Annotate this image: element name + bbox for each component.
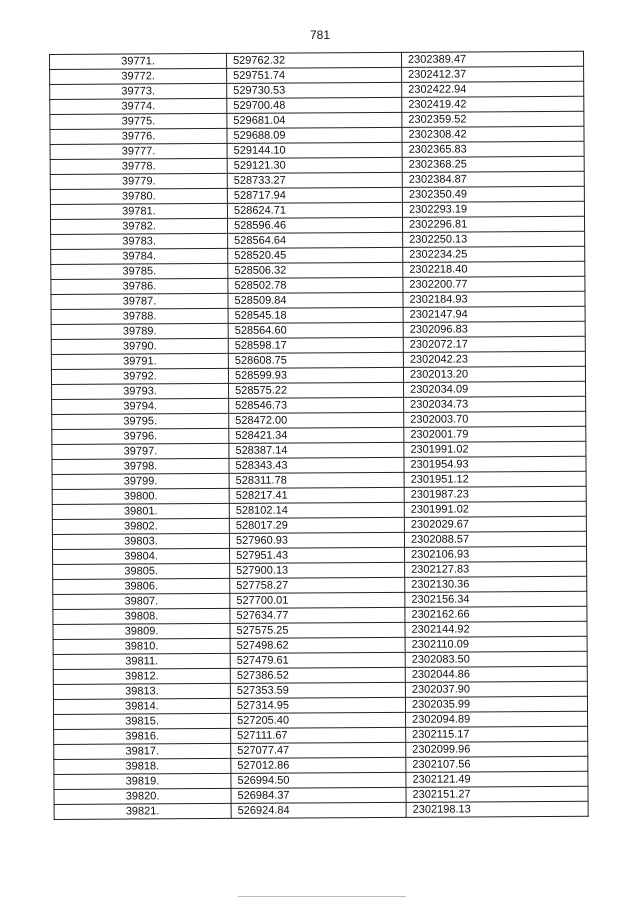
- point-id-cell: 39780.: [50, 188, 227, 204]
- point-id-cell: 39784.: [51, 248, 228, 264]
- page-number: 781: [309, 28, 331, 42]
- y-coordinate-cell: 2302034.73: [404, 396, 586, 412]
- y-coordinate-cell: 2302094.89: [406, 711, 588, 727]
- x-coordinate-cell: 528017.29: [229, 517, 404, 533]
- x-coordinate-cell: 529688.09: [227, 127, 402, 143]
- point-id-cell: 39781.: [50, 203, 227, 219]
- y-coordinate-cell: 2302115.17: [406, 726, 588, 742]
- x-coordinate-cell: 527111.67: [231, 727, 406, 743]
- point-id-cell: 39808.: [53, 608, 230, 624]
- coordinates-table: [49, 51, 589, 820]
- x-coordinate-cell: 528717.94: [227, 187, 402, 203]
- y-coordinate-cell: 2302350.49: [402, 186, 584, 202]
- x-coordinate-cell: 527386.52: [230, 667, 405, 683]
- x-coordinate-cell: 527479.61: [230, 652, 405, 668]
- y-coordinate-cell: 2302384.87: [402, 171, 584, 187]
- x-coordinate-cell: 528311.78: [229, 472, 404, 488]
- x-coordinate-cell: 528509.84: [228, 292, 403, 308]
- point-id-cell: 39799.: [52, 473, 229, 489]
- y-coordinate-cell: 2302218.40: [403, 261, 585, 277]
- x-coordinate-cell: 528472.00: [229, 412, 404, 428]
- x-coordinate-cell: 528608.75: [228, 352, 403, 368]
- y-coordinate-cell: 2302110.09: [405, 636, 587, 652]
- point-id-cell: 39792.: [51, 368, 228, 384]
- point-id-cell: 39812.: [53, 668, 230, 684]
- point-id-cell: 39817.: [54, 743, 231, 759]
- x-coordinate-cell: 529144.10: [227, 142, 402, 158]
- x-coordinate-cell: 528564.60: [228, 322, 403, 338]
- coordinates-table-body: [50, 51, 589, 819]
- y-coordinate-cell: 2302368.25: [402, 156, 584, 172]
- point-id-cell: 39811.: [53, 653, 230, 669]
- point-id-cell: 39790.: [51, 338, 228, 354]
- x-coordinate-cell: 529762.32: [226, 52, 401, 68]
- y-coordinate-cell: 2302389.47: [401, 51, 583, 67]
- point-id-cell: 39819.: [54, 773, 231, 789]
- point-id-cell: 39809.: [53, 623, 230, 639]
- y-coordinate-cell: 2302099.96: [406, 741, 588, 757]
- y-coordinate-cell: 2302162.66: [405, 606, 587, 622]
- point-id-cell: 39796.: [52, 428, 229, 444]
- point-id-cell: 39782.: [51, 218, 228, 234]
- y-coordinate-cell: 2302419.42: [402, 96, 584, 112]
- point-id-cell: 39800.: [52, 488, 229, 504]
- x-coordinate-cell: 528564.64: [228, 232, 403, 248]
- x-coordinate-cell: 526994.50: [231, 772, 406, 788]
- x-coordinate-cell: 528733.27: [227, 172, 402, 188]
- point-id-cell: 39813.: [53, 683, 230, 699]
- x-coordinate-cell: 527353.59: [230, 682, 405, 698]
- point-id-cell: 39789.: [51, 323, 228, 339]
- y-coordinate-cell: 2301951.12: [404, 471, 586, 487]
- x-coordinate-cell: 528502.78: [228, 277, 403, 293]
- y-coordinate-cell: 2302029.67: [404, 516, 586, 532]
- y-coordinate-cell: 2301954.93: [404, 456, 586, 472]
- point-id-cell: 39778.: [50, 158, 227, 174]
- point-id-cell: 39786.: [51, 278, 228, 294]
- x-coordinate-cell: 529681.04: [227, 112, 402, 128]
- point-id-cell: 39801.: [52, 503, 229, 519]
- point-id-cell: 39794.: [52, 398, 229, 414]
- x-coordinate-cell: 528624.71: [227, 202, 402, 218]
- y-coordinate-cell: 2301991.02: [404, 441, 586, 457]
- x-coordinate-cell: 527012.86: [231, 757, 406, 773]
- point-id-cell: 39773.: [50, 83, 227, 99]
- point-id-cell: 39804.: [53, 548, 230, 564]
- y-coordinate-cell: 2302127.83: [405, 561, 587, 577]
- x-coordinate-cell: 529730.53: [227, 82, 402, 98]
- x-coordinate-cell: 528598.17: [228, 337, 403, 353]
- point-id-cell: 39774.: [50, 98, 227, 114]
- x-coordinate-cell: 527900.13: [230, 562, 405, 578]
- x-coordinate-cell: 528545.18: [228, 307, 403, 323]
- y-coordinate-cell: 2302003.70: [404, 411, 586, 427]
- point-id-cell: 39795.: [52, 413, 229, 429]
- point-id-cell: 39775.: [50, 113, 227, 129]
- point-id-cell: 39791.: [51, 353, 228, 369]
- point-id-cell: 39772.: [50, 68, 227, 84]
- y-coordinate-cell: 2302422.94: [402, 81, 584, 97]
- x-coordinate-cell: 527205.40: [231, 712, 406, 728]
- point-id-cell: 39818.: [54, 758, 231, 774]
- x-coordinate-cell: 527575.25: [230, 622, 405, 638]
- table-row: [54, 801, 588, 819]
- y-coordinate-cell: 2302147.94: [403, 306, 585, 322]
- point-id-cell: 39787.: [51, 293, 228, 309]
- y-coordinate-cell: 2302001.79: [404, 426, 586, 442]
- y-coordinate-cell: 2302250.13: [403, 231, 585, 247]
- point-id-cell: 39771.: [50, 53, 227, 69]
- point-id-cell: 39785.: [51, 263, 228, 279]
- y-coordinate-cell: 2302234.25: [403, 246, 585, 262]
- point-id-cell: 39816.: [54, 728, 231, 744]
- x-coordinate-cell: 528217.41: [229, 487, 404, 503]
- y-coordinate-cell: 2302083.50: [405, 651, 587, 667]
- point-id-cell: 39779.: [50, 173, 227, 189]
- x-coordinate-cell: 527758.27: [230, 577, 405, 593]
- y-coordinate-cell: 2302296.81: [403, 216, 585, 232]
- x-coordinate-cell: 528599.93: [228, 367, 403, 383]
- point-id-cell: 39821.: [54, 803, 231, 819]
- y-coordinate-cell: 2302156.34: [405, 591, 587, 607]
- x-coordinate-cell: 528343.43: [229, 457, 404, 473]
- x-coordinate-cell: 527700.01: [230, 592, 405, 608]
- y-coordinate-cell: 2302121.49: [406, 771, 588, 787]
- y-coordinate-cell: 2302308.42: [402, 126, 584, 142]
- point-id-cell: 39815.: [54, 713, 231, 729]
- x-coordinate-cell: 528421.34: [229, 427, 404, 443]
- x-coordinate-cell: 527077.47: [231, 742, 406, 758]
- point-id-cell: 39810.: [53, 638, 230, 654]
- x-coordinate-cell: 527498.62: [230, 637, 405, 653]
- x-coordinate-cell: 529751.74: [227, 67, 402, 83]
- point-id-cell: 39803.: [52, 533, 229, 549]
- point-id-cell: 39788.: [51, 308, 228, 324]
- y-coordinate-cell: 2302072.17: [403, 336, 585, 352]
- y-coordinate-cell: 2302042.23: [403, 351, 585, 367]
- y-coordinate-cell: 2302412.37: [402, 66, 584, 82]
- y-coordinate-cell: 2302359.52: [402, 111, 584, 127]
- y-coordinate-cell: 2302144.92: [405, 621, 587, 637]
- x-coordinate-cell: 528596.46: [228, 217, 403, 233]
- x-coordinate-cell: 527951.43: [230, 547, 405, 563]
- point-id-cell: 39798.: [52, 458, 229, 474]
- y-coordinate-cell: 2302365.83: [402, 141, 584, 157]
- y-coordinate-cell: 2302035.99: [405, 696, 587, 712]
- point-id-cell: 39777.: [50, 143, 227, 159]
- x-coordinate-cell: 528520.45: [228, 247, 403, 263]
- x-coordinate-cell: 526924.84: [231, 802, 406, 818]
- y-coordinate-cell: 2302088.57: [404, 531, 586, 547]
- x-coordinate-cell: 528575.22: [229, 382, 404, 398]
- point-id-cell: 39805.: [53, 563, 230, 579]
- point-id-cell: 39783.: [51, 233, 228, 249]
- x-coordinate-cell: 528546.73: [229, 397, 404, 413]
- y-coordinate-cell: 2302044.86: [405, 666, 587, 682]
- point-id-cell: 39797.: [52, 443, 229, 459]
- y-coordinate-cell: 2302293.19: [402, 201, 584, 217]
- y-coordinate-cell: 2302096.83: [403, 321, 585, 337]
- point-id-cell: 39820.: [54, 788, 231, 804]
- point-id-cell: 39806.: [53, 578, 230, 594]
- bottom-divider: [238, 896, 406, 897]
- y-coordinate-cell: 2302107.56: [406, 756, 588, 772]
- y-coordinate-cell: 2302200.77: [403, 276, 585, 292]
- y-coordinate-cell: 2302151.27: [406, 786, 588, 802]
- x-coordinate-cell: 528102.14: [229, 502, 404, 518]
- x-coordinate-cell: 529700.48: [227, 97, 402, 113]
- point-id-cell: 39807.: [53, 593, 230, 609]
- y-coordinate-cell: 2302130.36: [405, 576, 587, 592]
- y-coordinate-cell: 2301991.02: [404, 501, 586, 517]
- y-coordinate-cell: 2302198.13: [406, 801, 588, 817]
- point-id-cell: 39814.: [53, 698, 230, 714]
- x-coordinate-cell: 528387.14: [229, 442, 404, 458]
- y-coordinate-cell: 2301987.23: [404, 486, 586, 502]
- x-coordinate-cell: 529121.30: [227, 157, 402, 173]
- x-coordinate-cell: 527314.95: [230, 697, 405, 713]
- y-coordinate-cell: 2302034.09: [404, 381, 586, 397]
- y-coordinate-cell: 2302037.90: [405, 681, 587, 697]
- x-coordinate-cell: 527634.77: [230, 607, 405, 623]
- y-coordinate-cell: 2302013.20: [403, 366, 585, 382]
- point-id-cell: 39793.: [52, 383, 229, 399]
- x-coordinate-cell: 527960.93: [229, 532, 404, 548]
- x-coordinate-cell: 528506.32: [228, 262, 403, 278]
- y-coordinate-cell: 2302184.93: [403, 291, 585, 307]
- point-id-cell: 39802.: [52, 518, 229, 534]
- y-coordinate-cell: 2302106.93: [405, 546, 587, 562]
- x-coordinate-cell: 526984.37: [231, 787, 406, 803]
- point-id-cell: 39776.: [50, 128, 227, 144]
